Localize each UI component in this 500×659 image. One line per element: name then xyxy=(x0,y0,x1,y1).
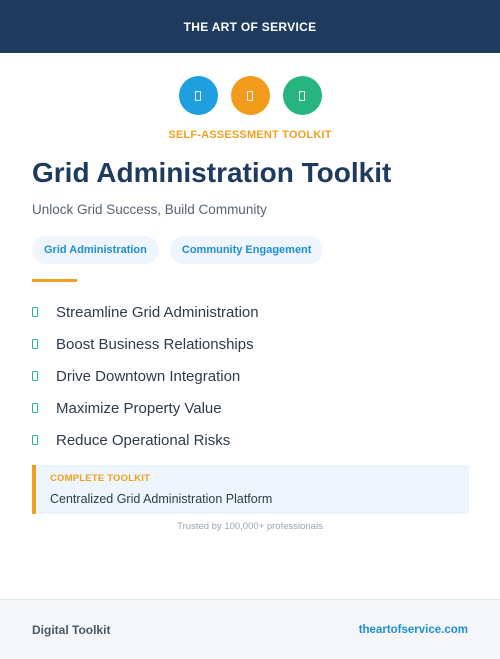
feature-item: Streamline Grid Administration xyxy=(32,296,259,328)
tag-grid-administration: Grid Administration xyxy=(32,236,159,264)
check-icon xyxy=(32,339,38,349)
footer-label: Digital Toolkit xyxy=(32,622,111,637)
footer-bar xyxy=(0,599,500,659)
kicker-label: SELF-ASSESSMENT TOOLKIT xyxy=(168,129,332,141)
feature-item: Drive Downtown Integration xyxy=(32,360,259,392)
icon-row xyxy=(0,76,500,115)
green-circle-icon xyxy=(283,76,322,115)
accent-divider xyxy=(32,279,77,282)
header-title: THE ART OF SERVICE xyxy=(183,19,317,34)
feature-item: Maximize Property Value xyxy=(32,392,259,424)
trusted-note: Trusted by 100,000+ professionals xyxy=(177,521,323,532)
subtitle: Unlock Grid Success, Build Community xyxy=(32,202,267,217)
footer-website-link[interactable]: theartofservice.com xyxy=(358,623,468,636)
feature-item: Reduce Operational Risks xyxy=(32,424,259,456)
complete-toolkit-callout xyxy=(32,465,469,514)
tag-community-engagement: Community Engagement xyxy=(170,236,324,264)
check-icon xyxy=(32,307,38,317)
feature-list xyxy=(32,296,259,456)
feature-item: Boost Business Relationships xyxy=(32,328,259,360)
header-bar xyxy=(0,0,500,53)
check-icon xyxy=(32,371,38,381)
callout-text: Centralized Grid Administration Platform xyxy=(50,492,273,506)
check-icon xyxy=(32,435,38,445)
callout-label: COMPLETE TOOLKIT xyxy=(50,473,151,484)
check-icon xyxy=(32,403,38,413)
orange-circle-icon xyxy=(231,76,270,115)
tag-list xyxy=(32,236,323,264)
page-title: Grid Administration Toolkit xyxy=(32,157,392,188)
blue-circle-icon xyxy=(179,76,218,115)
